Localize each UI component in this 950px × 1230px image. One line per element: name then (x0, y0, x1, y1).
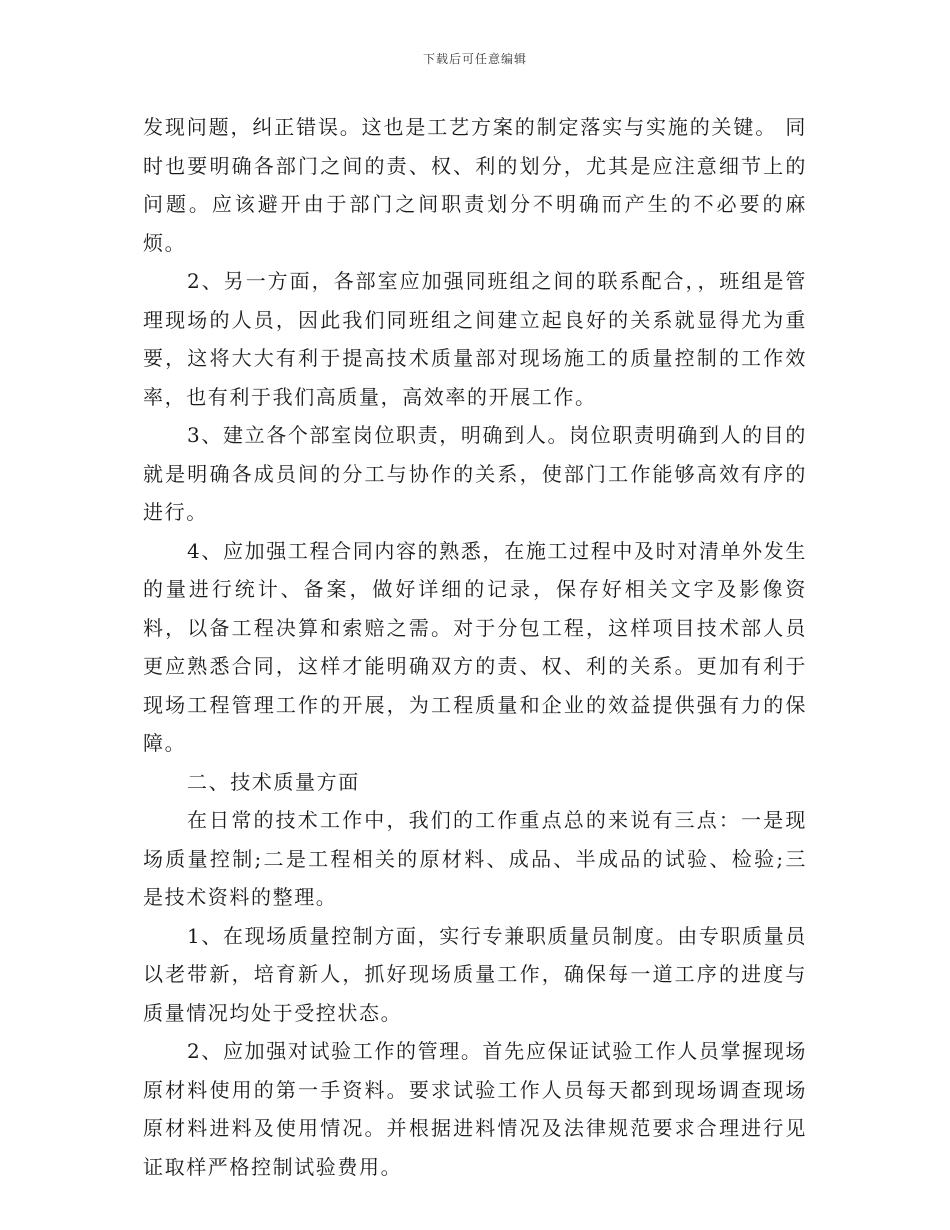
paragraph: 1、在现场质量控制方面，实行专兼职质量员制度。由专职质量员以老带新，培育新人，抓好现场质量工作，确保每一道工序的进度与质量情况均处于受控状态。 (143, 923, 807, 1025)
paragraph: 2、另一方面，各部室应加强同班组之间的联系配合，，班组是管理现场的人员，因此我们同班组之间建立起良好的关系就显得尤为重要，这将大大有利于提高技术质量部对现场施工的质量控制的工作效率，也有利于我们高质量，高效率的开展工作。 (143, 269, 807, 409)
section-heading: 二、技术质量方面 (187, 769, 360, 794)
paragraph: 4、应加强工程合同内容的熟悉，在施工过程中及时对清单外发生的量进行统计、备案，做好详细的记录，保存好相关文字及影像资料，以备工程决算和索赔之需。对于分包工程，这样项目技术部人员更应熟悉合同，这样才能明确双方的责、权、利的关系。更加有利于现场工程管理工作的开展，为工程质量和企业的效益提供强有力的保障。 (143, 538, 807, 755)
paragraph: 2、应加强对试验工作的管理。首先应保证试验工作人员掌握现场原材料使用的第一手资料。要求试验工作人员每天都到现场调查现场原材料进料及使用情况。并根据进料情况及法律规范要求合理进行见证取样严格控制试验费用。 (143, 1039, 807, 1179)
paragraph: 发现问题，纠正错误。这也是工艺方案的制定落实与实施的关键。 同时也要明确各部门之间的责、权、利的划分，尤其是应注意细节上的问题。应该避开由于部门之间职责划分不明确而产生的不必要的麻烦。 (143, 115, 807, 255)
document-body (143, 108, 807, 1186)
paragraph: 在日常的技术工作中，我们的工作重点总的来说有三点：一是现场质量控制;二是工程相关的原材料、成品、半成品的试验、检验;三是技术资料的整理。 (143, 808, 807, 909)
page-header: 下载后可任意编辑 (422, 52, 527, 66)
paragraph: 3、建立各个部室岗位职责，明确到人。岗位职责明确到人的目的就是明确各成员间的分工与协作的关系，使部门工作能够高效有序的进行。 (143, 423, 807, 524)
